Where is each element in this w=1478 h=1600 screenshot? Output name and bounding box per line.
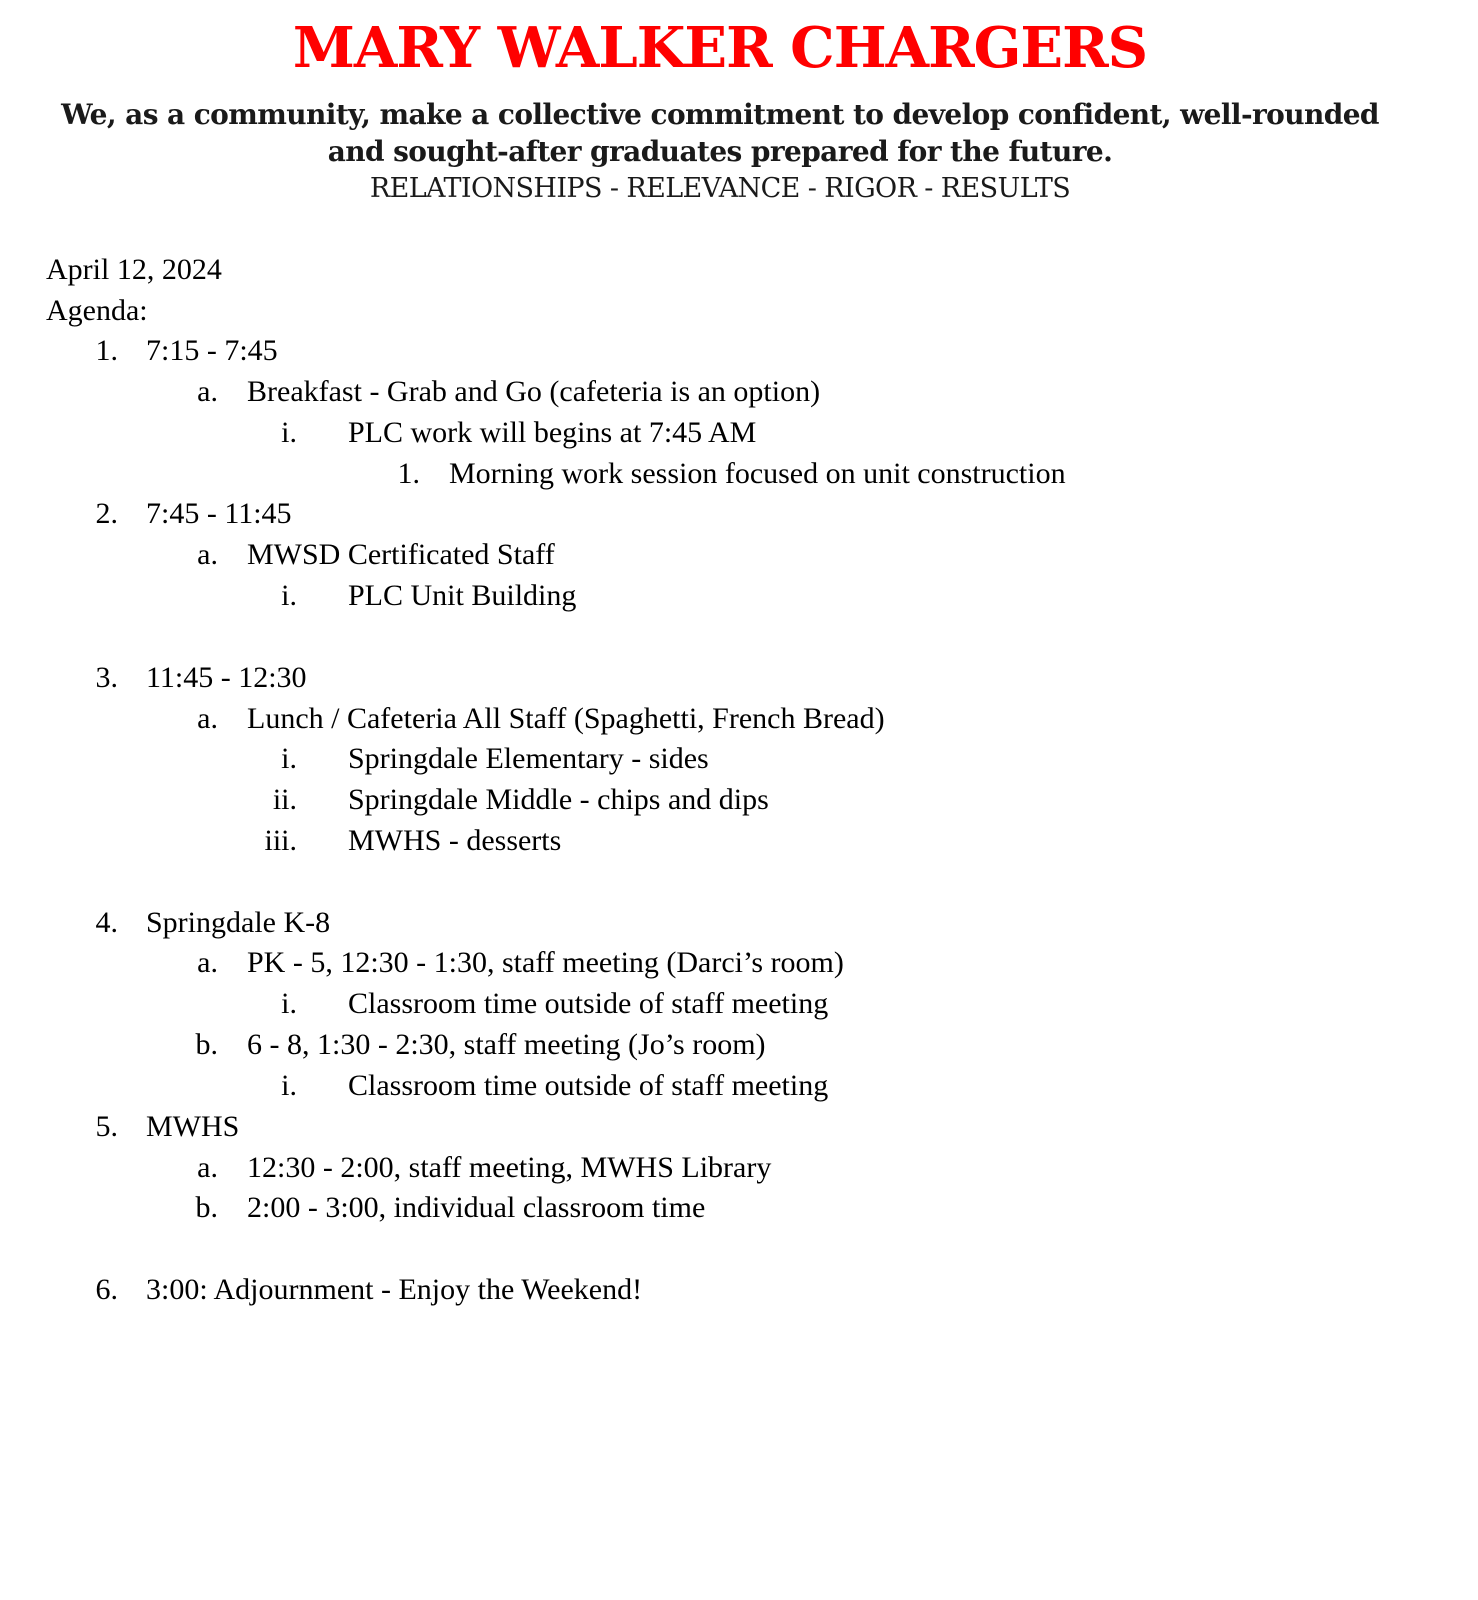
- list-marker: a.: [197, 538, 218, 571]
- list-marker: a.: [197, 375, 218, 408]
- list-marker: i.: [281, 987, 297, 1020]
- agenda-item-text: Morning work session focused on unit construction: [449, 457, 1066, 490]
- list-marker: i.: [281, 1069, 297, 1102]
- list-marker: 6.: [95, 1273, 118, 1306]
- list-marker: 1.: [95, 334, 118, 367]
- agenda-item-text: 7:15 - 7:45: [146, 334, 278, 367]
- list-marker: b.: [195, 1191, 218, 1224]
- list-marker: 5.: [95, 1110, 118, 1143]
- agenda-item-text: Springdale Middle - chips and dips: [348, 783, 769, 816]
- agenda-item-text: 12:30 - 2:00, staff meeting, MWHS Library: [247, 1151, 772, 1184]
- list-marker: i.: [281, 416, 297, 449]
- agenda-item-text: 6 - 8, 1:30 - 2:30, staff meeting (Jo’s room): [247, 1028, 766, 1061]
- list-marker: ii.: [272, 783, 297, 816]
- agenda-item-text: 2:00 - 3:00, individual classroom time: [247, 1191, 706, 1224]
- list-marker: 4.: [95, 906, 118, 939]
- list-marker: i.: [281, 742, 297, 775]
- list-marker: 3.: [95, 661, 118, 694]
- mission-statement: We, as a community, make a collective commitment to develop confident, well-rounded and sought-after graduates prepared for the future.: [61, 98, 1379, 168]
- agenda-item-text: MWHS - desserts: [348, 824, 562, 857]
- agenda-item-text: Lunch / Cafeteria All Staff (Spaghetti, French Bread): [247, 702, 885, 735]
- agenda-item-text: Springdale Elementary - sides: [348, 742, 709, 775]
- agenda-item-text: Classroom time outside of staff meeting: [348, 1069, 829, 1102]
- list-marker: a.: [197, 702, 218, 735]
- agenda-item-text: MWSD Certificated Staff: [247, 538, 555, 571]
- agenda-item-text: PLC work will begins at 7:45 AM: [348, 416, 757, 449]
- school-title: MARY WALKER CHARGERS: [292, 15, 1148, 81]
- agenda-item-text: 7:45 - 11:45: [146, 497, 292, 530]
- agenda-item-text: PLC Unit Building: [348, 579, 577, 612]
- agenda-item-text: PK - 5, 12:30 - 1:30, staff meeting (Darci’s room): [247, 946, 844, 979]
- list-marker: a.: [197, 946, 218, 979]
- meeting-date: April 12, 2024: [46, 253, 222, 286]
- list-marker: iii.: [264, 824, 297, 857]
- list-marker: b.: [195, 1028, 218, 1061]
- list-marker: 1.: [397, 457, 420, 490]
- agenda-item-text: 3:00: Adjournment - Enjoy the Weekend!: [146, 1273, 643, 1306]
- list-marker: i.: [281, 579, 297, 612]
- list-marker: 2.: [95, 497, 118, 530]
- agenda-item-text: Springdale K-8: [146, 906, 331, 939]
- agenda-label: Agenda:: [46, 294, 148, 327]
- agenda-item-text: Classroom time outside of staff meeting: [348, 987, 829, 1020]
- list-marker: a.: [197, 1151, 218, 1184]
- agenda-item-text: MWHS: [146, 1110, 240, 1143]
- pillars-line: RELATIONSHIPS - RELEVANCE - RIGOR - RESULTS: [369, 173, 1071, 204]
- agenda-item-text: Breakfast - Grab and Go (cafeteria is an option): [247, 375, 821, 408]
- agenda-item-text: 11:45 - 12:30: [146, 661, 307, 694]
